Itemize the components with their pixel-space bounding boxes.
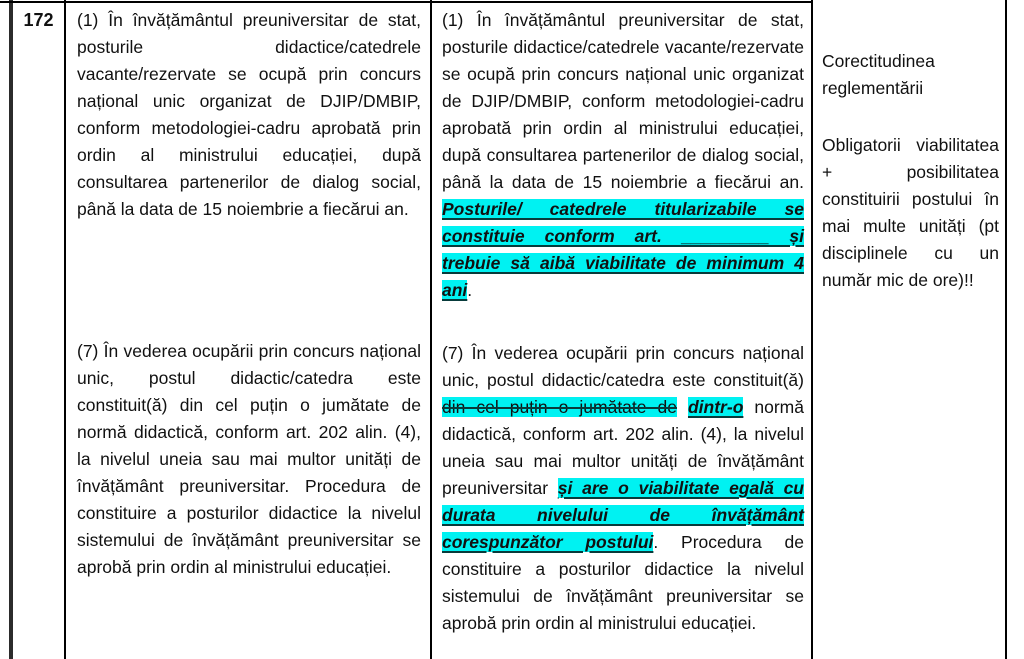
original-paragraph-1: (1) În învățământul preuniversitar de stat, posturile didactice/catedrele vacante/rezervate se ocupă prin concurs național unic organizat de DJIP/DMBIP, conform metodologiei-cadru aprobată prin ordin al ministrului educației, după consultarea partenerilor de dialog social, până la data de 15 noiembrie a fiecărui an.	[77, 10, 421, 219]
amended-text-cell	[432, 0, 811, 659]
amended-paragraph-7: (7) În vederea ocupării prin concurs național unic, postul didactic/catedra este constituit(ă) din cel puțin o jumătate de dintr-o normă didactică, conform art. 202 alin. (4), la nivelul uneia sau mai multor unități de învățământ preuniversitar și are o viabilitate egală cu durata nivelului de învățământ corespunzător postului. Procedura de constituire a posturilor didactice la nivelul sistemului de învățământ preuniversitar se aprobă prin ordin al ministrului educației.	[442, 343, 804, 633]
original-text-cell	[66, 0, 430, 659]
comment-note-1: Corectitudinea reglementării	[822, 51, 935, 98]
comments-block	[822, 48, 999, 294]
original-paragraph-7: (7) În vederea ocupării prin concurs național unic, postul didactic/catedra este constituit(ă) din cel puțin o jumătate de normă didactică, conform art. 202 alin. (4), la nivelul uneia sau mai multor unități de învățământ preuniversitar. Procedura de constituire a posturilor didactice la nivelul sistemului de învățământ preuniversitar se aprobă prin ordin al ministrului educației.	[77, 341, 421, 577]
comment-note-2: Obligatorii viabilitatea + posibilitatea constituirii postului în mai multe unități (pt disciplinele cu un număr mic de ore)!!	[822, 135, 999, 290]
amended-paragraph-1: (1) În învățământul preuniversitar de stat, posturile didactice/catedrele vacante/rezervate se ocupă prin concurs național unic organizat de DJIP/DMBIP, conform metodologiei-cadru aprobată prin ordin al ministrului educației, după consultarea partenerilor de dialog social, până la data de 15 noiembrie a fiecărui an. Posturile/ catedrele titularizabile se constituie conform art. _________ și trebuie să aibă viabilitate de minimum 4 ani.	[442, 10, 804, 300]
comments-cell	[813, 0, 1005, 659]
row-number-cell	[13, 0, 64, 659]
table-right-border	[1005, 0, 1007, 659]
row-number: 172	[23, 10, 54, 30]
